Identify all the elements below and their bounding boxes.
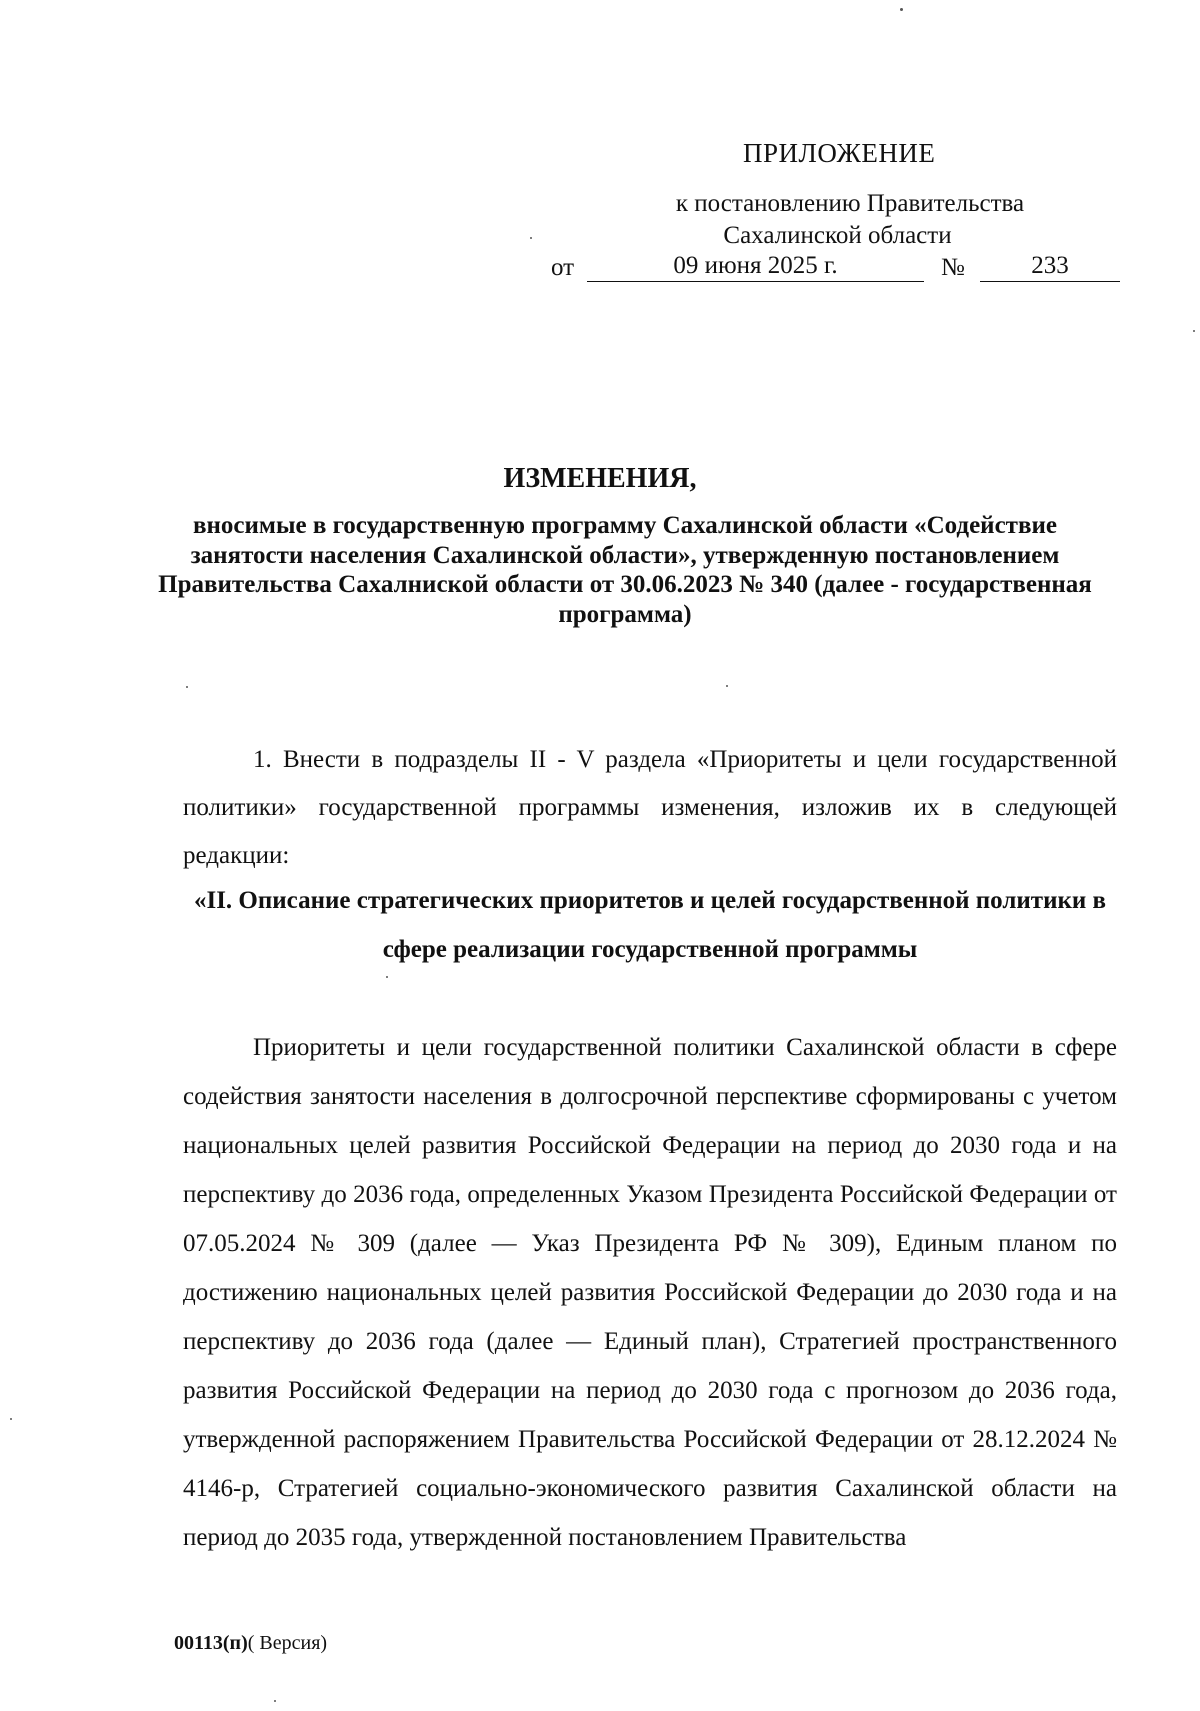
appendix-line-1: к постановлению Правительства bbox=[675, 190, 1025, 217]
scan-speck bbox=[274, 1700, 276, 1702]
document-title: ИЗМЕНЕНИЯ, bbox=[503, 463, 697, 494]
scan-speck bbox=[186, 686, 188, 688]
scan-speck bbox=[10, 1418, 12, 1420]
section-heading: «II. Описание стратегических приоритетов и целей государственной политики в сфере реализации государственной программы bbox=[193, 887, 1107, 963]
decree-date: 09 июня 2025 г. bbox=[587, 252, 924, 282]
form-code-number: 00113(п) bbox=[174, 1632, 248, 1654]
number-sign: № bbox=[941, 254, 965, 281]
paragraph-1: 1. Внести в подразделы II - V раздела «Приоритеты и цели государственной политики» государственной программы изменения, изложив их в следующей редакции: bbox=[183, 746, 1117, 869]
scan-speck bbox=[900, 8, 903, 11]
scan-speck bbox=[386, 976, 388, 978]
appendix-title: ПРИЛОЖЕНИЕ bbox=[743, 138, 936, 168]
scan-speck bbox=[726, 685, 728, 687]
decree-number: 233 bbox=[980, 252, 1120, 282]
document-subtitle: вносимые в государственную программу Сахалинской области «Содействие занятости населения Сахалинской области», утвержденную постановлением Правительства Сахалниской области от 30.06.2023 № 340 (далее - государственная программа) bbox=[158, 512, 1092, 628]
form-code bbox=[174, 1632, 327, 1655]
scan-speck bbox=[530, 237, 532, 239]
scan-speck bbox=[1193, 330, 1195, 332]
paragraph-2: Приоритеты и цели государственной политики Сахалинской области в сфере содействия занятости населения в долгосрочной перспективе сформированы с учетом национальных целей развития Российской Федерации на период до 2030 года и на перспективу до 2036 года, определенных Указом Президента Российской Федерации от 07.05.2024 № 309 (далее — Указ Президента РФ № 309), Единым планом по достижению национальных целей развития Российской Федерации до 2030 года и на перспективу до 2036 года (далее — Единый план), Стратегией пространственного развития Российской Федерации на период до 2030 года с прогнозом до 2036 года, утвержденной распоряжением Правительства Российской Федерации от 28.12.2024 № 4146-р, Стратегией социально-экономического развития Сахалинской области на период до 2035 года, утвержденной постановлением Правительства bbox=[183, 1034, 1117, 1551]
date-prefix: от bbox=[551, 254, 575, 281]
form-version: ( Версия) bbox=[247, 1632, 328, 1654]
appendix-line-2: Сахалинской области bbox=[723, 222, 952, 249]
